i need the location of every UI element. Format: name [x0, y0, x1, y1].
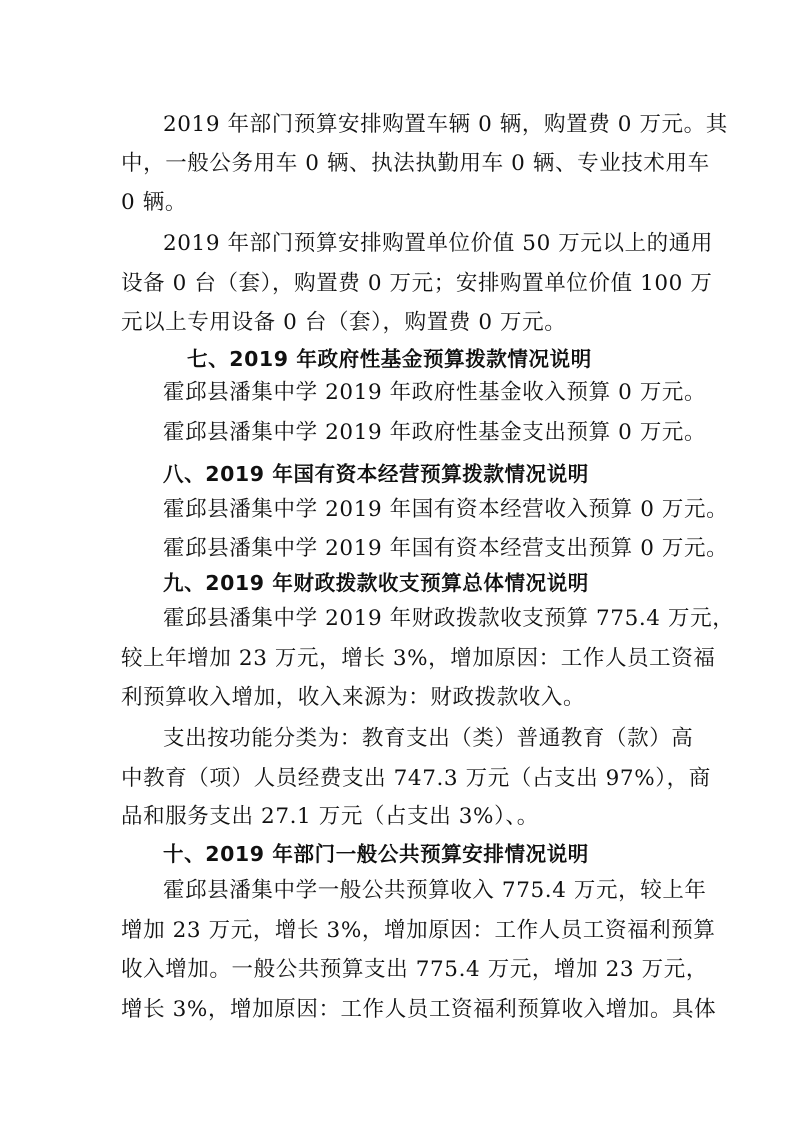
paragraph-finance-total-line-2: 较上年增加 23 万元，增长 3%，增加原因：工作人员工资福 — [121, 646, 716, 671]
paragraph-finance-total-line-3: 利预算收入增加，收入来源为：财政拨款收入。 — [121, 685, 586, 710]
paragraph-general-budget-line-4: 增长 3%，增加原因：工作人员工资福利预算收入增加。具体 — [121, 997, 717, 1022]
paragraph-vehicle-line-3: 0 辆。 — [121, 190, 187, 215]
paragraph-vehicle-line-2: 中，一般公务用车 0 辆、执法执勤用车 0 辆、专业技术用车 — [121, 151, 710, 176]
paragraph-capital-expense: 霍邱县潘集中学 2019 年国有资本经营支出预算 0 万元。 — [163, 536, 729, 561]
paragraph-equipment-line-1: 2019 年部门预算安排购置单位价值 50 万元以上的通用 — [163, 231, 713, 256]
paragraph-finance-total-line-1: 霍邱县潘集中学 2019 年财政拨款收支预算 775.4 万元， — [163, 606, 735, 631]
paragraph-general-budget-line-3: 收入增加。一般公共预算支出 775.4 万元，增加 23 万元， — [121, 957, 708, 982]
section-heading-8: 八、2019 年国有资本经营预算拨款情况说明 — [163, 462, 589, 486]
paragraph-equipment-line-3: 元以上专用设备 0 台（套），购置费 0 万元。 — [121, 310, 567, 335]
paragraph-equipment-line-2: 设备 0 台（套），购置费 0 万元；安排购置单位价值 100 万 — [121, 271, 713, 296]
paragraph-general-budget-line-1: 霍邱县潘集中学一般公共预算收入 775.4 万元，较上年 — [163, 878, 707, 903]
paragraph-fund-income: 霍邱县潘集中学 2019 年政府性基金收入预算 0 万元。 — [163, 380, 707, 405]
paragraph-fund-expense: 霍邱县潘集中学 2019 年政府性基金支出预算 0 万元。 — [163, 420, 707, 445]
paragraph-vehicle-line-1: 2019 年部门预算安排购置车辆 0 辆，购置费 0 万元。其 — [163, 112, 728, 137]
paragraph-function-line-2: 中教育（项）人员经费支出 747.3 万元（占支出 97%），商 — [121, 766, 711, 791]
section-heading-10: 十、2019 年部门一般公共预算安排情况说明 — [163, 842, 589, 866]
paragraph-general-budget-line-2: 增加 23 万元，增长 3%，增加原因：工作人员工资福利预算 — [121, 918, 716, 943]
paragraph-function-line-1: 支出按功能分类为：教育支出（类）普通教育（款）高 — [163, 726, 694, 751]
paragraph-capital-income: 霍邱县潘集中学 2019 年国有资本经营收入预算 0 万元。 — [163, 497, 729, 522]
section-heading-9: 九、2019 年财政拨款收支预算总体情况说明 — [163, 571, 589, 595]
paragraph-function-line-3: 品和服务支出 27.1 万元（占支出 3%）、。 — [121, 804, 539, 829]
section-heading-7: 七、2019 年政府性基金预算拨款情况说明 — [187, 347, 592, 371]
